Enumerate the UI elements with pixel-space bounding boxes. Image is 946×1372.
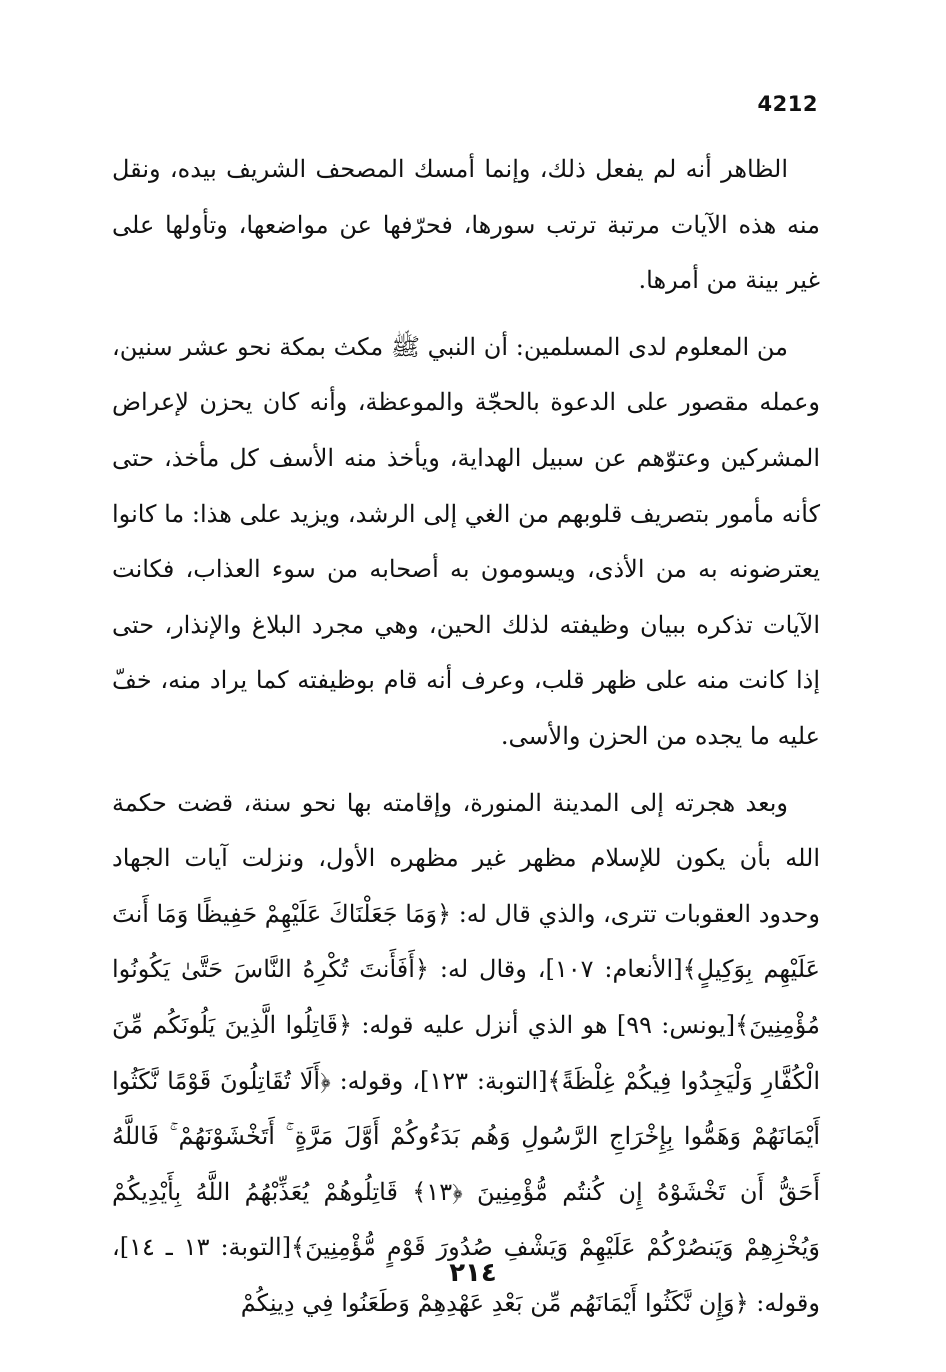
document-body [112,142,820,1342]
page-id-header: 4212 [757,92,818,116]
paragraph-3: وبعد هجرته إلى المدينة المنورة، وإقامته بها نحو سنة، قضت حكمة الله بأن يكون للإسلام مظهر غير مظهره الأول، ونزلت آيات الجهاد وحدود العقوبات تترى، والذي قال له: ﴿وَمَا جَعَلْنَاكَ عَلَيْهِمْ حَفِيظًا وَمَا أَنتَ عَلَيْهِم بِوَكِيلٍ﴾[الأنعام: ١٠٧]، وقال له: ﴿أَفَأَنتَ تُكْرِهُ النَّاسَ حَتَّىٰ يَكُونُوا مُؤْمِنِينَ﴾[يونس: ٩٩] هو الذي أنزل عليه قوله: ﴿قَاتِلُوا الَّذِينَ يَلُونَكُم مِّنَ الْكُفَّارِ وَلْيَجِدُوا فِيكُمْ غِلْظَةً﴾[التوبة: ١٢٣]، وقوله: ﴿أَلَا تُقَاتِلُونَ قَوْمًا نَّكَثُوا أَيْمَانَهُمْ وَهَمُّوا بِإِخْرَاجِ الرَّسُولِ وَهُم بَدَءُوكُمْ أَوَّلَ مَرَّةٍ ۚ أَتَخْشَوْنَهُمْ ۚ فَاللَّهُ أَحَقُّ أَن تَخْشَوْهُ إِن كُنتُم مُّؤْمِنِينَ ﴿١٣﴾ قَاتِلُوهُمْ يُعَذِّبْهُمُ اللَّهُ بِأَيْدِيكُمْ وَيُخْزِهِمْ وَيَنصُرْكُمْ عَلَيْهِمْ وَيَشْفِ صُدُورَ قَوْمٍ مُّؤْمِنِينَ﴾[التوبة: ١٣ ـ ١٤]، وقوله: ﴿وَإِن نَّكَثُوا أَيْمَانَهُم مِّن بَعْدِ عَهْدِهِمْ وَطَعَنُوا فِي دِينِكُمْ [112,788,821,1317]
page-number: ٢١٤ [449,1258,497,1288]
paragraph-1: الظاهر أنه لم يفعل ذلك، وإنما أمسك المصحف الشريف بيده، ونقل منه هذه الآيات مرتبة ترتب سورها، فحرّفها عن مواضعها، وتأولها على غير بينة من أمرها. [112,155,820,295]
paragraph-2: من المعلوم لدى المسلمين: أن النبي ﷺ مكث بمكة نحو عشر سنين، وعمله مقصور على الدعوة بالحجّة والموعظة، وأنه كان يحزن لإعراض المشركين وعتوّهم عن سبيل الهداية، ويأخذ منه الأسف كل مأخذ، حتى كأنه مأمور بتصريف قلوبهم من الغي إلى الرشد، ويزيد على هذا: ما كانوا يعترضونه به من الأذى، ويسومون به أصحابه من سوء العذاب، فكانت الآيات تذكره ببيان وظيفته لذلك الحين، وهي مجرد البلاغ والإنذار، حتى إذا كانت منه على ظهر قلب، وعرف أنه قام بوظيفته كما يراد منه، خفّ عليه ما يجده من الحزن والأسى. [112,332,820,750]
